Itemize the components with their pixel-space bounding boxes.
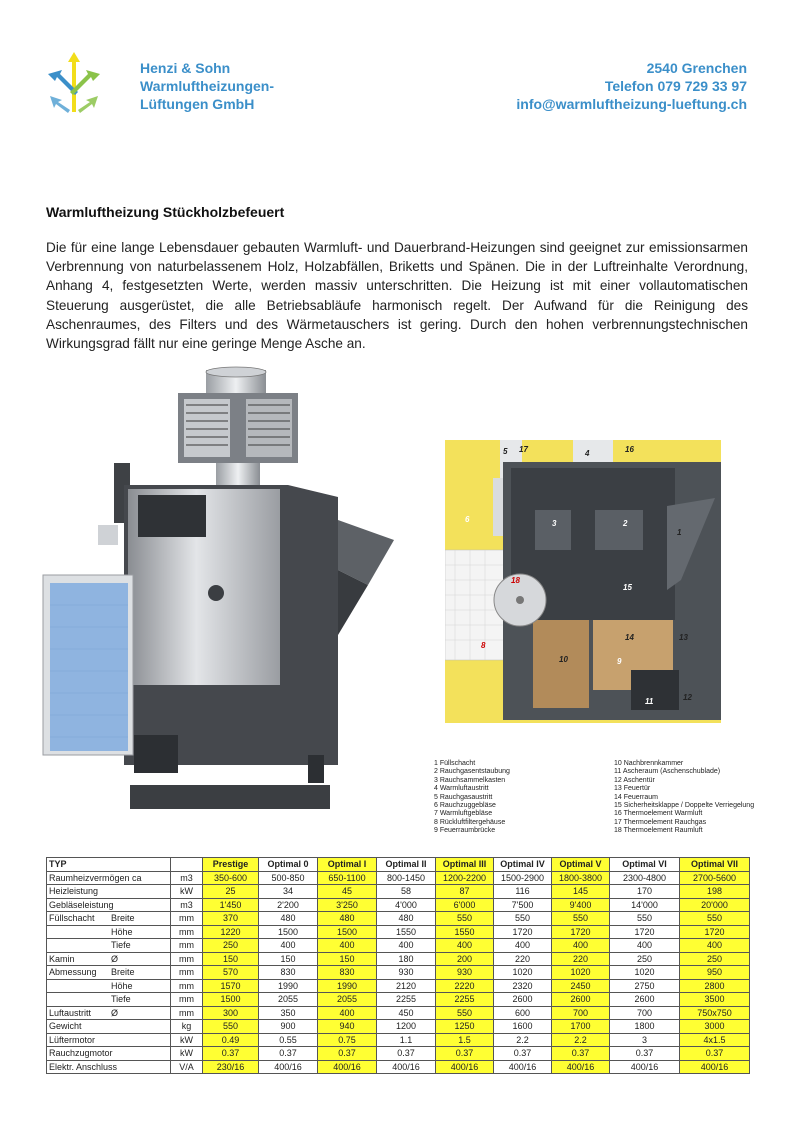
table-cell: 2'200 <box>259 898 318 912</box>
table-cell: 250 <box>610 952 680 966</box>
row-unit: kW <box>171 1047 203 1061</box>
table-cell: 2300-4800 <box>610 871 680 885</box>
table-cell: 87 <box>436 885 494 899</box>
table-header-cell: Optimal IV <box>494 858 552 872</box>
table-header-typ: TYP <box>47 858 171 872</box>
diagram-label-15: 15 <box>623 583 632 592</box>
table-cell: 400 <box>436 939 494 953</box>
table-cell: 450 <box>377 1006 436 1020</box>
row-label: Gewicht <box>47 1020 171 1034</box>
table-cell: 1500 <box>259 925 318 939</box>
diagram-label-10: 10 <box>559 655 568 664</box>
row-label: Raumheizvermögen ca <box>47 871 171 885</box>
table-cell: 1550 <box>436 925 494 939</box>
table-row <box>47 979 750 993</box>
company-name-line2: Warmluftheizungen- <box>140 78 275 94</box>
row-label: Höhe <box>47 925 171 939</box>
table-row <box>47 1033 750 1047</box>
table-row <box>47 1047 750 1061</box>
table-cell: 7'500 <box>494 898 552 912</box>
row-label: Lüftermotor <box>47 1033 171 1047</box>
table-cell: 370 <box>203 912 259 926</box>
table-cell: 550 <box>494 912 552 926</box>
legend-item: 4 Warmluftaustritt <box>434 785 489 793</box>
table-cell: 1700 <box>552 1020 610 1034</box>
table-cell: 2255 <box>377 993 436 1007</box>
contact-city: 2540 Grenchen <box>646 60 747 76</box>
table-cell: 0.37 <box>552 1047 610 1061</box>
table-cell: 1570 <box>203 979 259 993</box>
row-unit: kg <box>171 1020 203 1034</box>
diagram-label-9: 9 <box>617 657 622 666</box>
table-cell: 400/16 <box>436 1060 494 1074</box>
table-cell: 300 <box>203 1006 259 1020</box>
table-header-cell: Optimal VII <box>680 858 750 872</box>
table-cell: 14'000 <box>610 898 680 912</box>
legend-item: 13 Feuertür <box>614 785 651 793</box>
row-label: Tiefe <box>47 993 171 1007</box>
table-cell: 0.37 <box>377 1047 436 1061</box>
diagram-label-11: 11 <box>645 697 654 706</box>
diagram-label-13: 13 <box>679 633 688 642</box>
legend-item: 16 Thermoelement Warmluft <box>614 810 703 818</box>
row-label: Gebläseleistung <box>47 898 171 912</box>
table-cell: 1.1 <box>377 1033 436 1047</box>
table-cell: 145 <box>552 885 610 899</box>
table-cell: 400 <box>259 939 318 953</box>
table-cell: 1600 <box>494 1020 552 1034</box>
table-cell: 0.49 <box>203 1033 259 1047</box>
table-cell: 930 <box>436 966 494 980</box>
table-cell: 930 <box>377 966 436 980</box>
row-unit: m3 <box>171 871 203 885</box>
table-cell: 1020 <box>610 966 680 980</box>
row-unit: mm <box>171 966 203 980</box>
table-row <box>47 871 750 885</box>
contact-phone[interactable]: Telefon 079 729 33 97 <box>604 78 747 94</box>
table-cell: 2055 <box>259 993 318 1007</box>
table-cell: 830 <box>318 966 377 980</box>
table-cell: 150 <box>259 952 318 966</box>
legend-item: 8 Rückluftfiltergehäuse <box>434 818 506 826</box>
table-header-cell: Optimal V <box>552 858 610 872</box>
table-cell: 45 <box>318 885 377 899</box>
table-cell: 0.37 <box>610 1047 680 1061</box>
table-cell: 0.37 <box>494 1047 552 1061</box>
table-cell: 500-850 <box>259 871 318 885</box>
table-cell: 2055 <box>318 993 377 1007</box>
table-cell: 550 <box>552 912 610 926</box>
company-logo-icon <box>48 52 100 114</box>
table-cell: 250 <box>680 952 750 966</box>
table-cell: 0.37 <box>203 1047 259 1061</box>
table-cell: 2220 <box>436 979 494 993</box>
table-cell: 150 <box>318 952 377 966</box>
table-cell: 400/16 <box>680 1060 750 1074</box>
row-label: Heizleistung <box>47 885 171 899</box>
heater-cutaway-diagram <box>445 440 721 723</box>
table-cell: 400/16 <box>494 1060 552 1074</box>
table-row <box>47 1060 750 1074</box>
table-cell: 700 <box>610 1006 680 1020</box>
table-cell: 400 <box>318 939 377 953</box>
table-cell: 550 <box>436 912 494 926</box>
heater-product-image <box>38 365 408 825</box>
row-unit: V/A <box>171 1060 203 1074</box>
table-row <box>47 993 750 1007</box>
table-header-cell: Optimal 0 <box>259 858 318 872</box>
table-cell: 0.55 <box>259 1033 318 1047</box>
spec-table <box>46 857 750 1074</box>
table-cell: 58 <box>377 885 436 899</box>
row-label: Füllschacht Breite <box>47 912 171 926</box>
table-cell: 480 <box>377 912 436 926</box>
row-unit: mm <box>171 1006 203 1020</box>
table-cell: 230/16 <box>203 1060 259 1074</box>
table-cell: 150 <box>203 952 259 966</box>
table-cell: 600 <box>494 1006 552 1020</box>
table-cell: 2255 <box>436 993 494 1007</box>
legend-item: 12 Aschentür <box>614 776 655 784</box>
table-cell: 700 <box>552 1006 610 1020</box>
table-cell: 550 <box>610 912 680 926</box>
table-cell: 400 <box>318 1006 377 1020</box>
table-cell: 25 <box>203 885 259 899</box>
table-cell: 400 <box>680 939 750 953</box>
diagram-label-5: 5 <box>503 447 508 456</box>
table-header-cell: Optimal II <box>377 858 436 872</box>
legend-item: 14 Feuerraum <box>614 793 658 801</box>
table-row <box>47 952 750 966</box>
table-header-cell <box>171 858 203 872</box>
legend-item: 1 Füllschacht <box>434 760 476 767</box>
table-row <box>47 1020 750 1034</box>
table-cell: 400 <box>377 939 436 953</box>
table-cell: 1220 <box>203 925 259 939</box>
table-cell: 1.5 <box>436 1033 494 1047</box>
table-cell: 0.37 <box>259 1047 318 1061</box>
table-cell: 116 <box>494 885 552 899</box>
table-cell: 400/16 <box>259 1060 318 1074</box>
table-row <box>47 912 750 926</box>
company-name-line1: Henzi & Sohn <box>140 60 231 76</box>
table-cell: 830 <box>259 966 318 980</box>
row-label: Rauchzugmotor <box>47 1047 171 1061</box>
row-label: Höhe <box>47 979 171 993</box>
table-cell: 2700-5600 <box>680 871 750 885</box>
table-row <box>47 939 750 953</box>
table-cell: 180 <box>377 952 436 966</box>
table-cell: 200 <box>436 952 494 966</box>
table-cell: 1720 <box>552 925 610 939</box>
legend-item: 18 Thermoelement Raumluft <box>614 827 703 835</box>
legend-item: 10 Nachbrennkammer <box>614 760 684 767</box>
diagram-label-8: 8 <box>481 641 486 650</box>
legend-item: 11 Ascheraum (Aschenschublade) <box>614 768 721 776</box>
legend-item: 7 Warmluftgebläse <box>434 810 493 818</box>
table-row <box>47 925 750 939</box>
table-cell: 4x1.5 <box>680 1033 750 1047</box>
table-cell: 250 <box>203 939 259 953</box>
table-cell: 550 <box>436 1006 494 1020</box>
table-cell: 1990 <box>259 979 318 993</box>
row-unit: m3 <box>171 898 203 912</box>
table-cell: 940 <box>318 1020 377 1034</box>
diagram-legend-left <box>434 760 604 836</box>
table-cell: 9'400 <box>552 898 610 912</box>
table-row <box>47 966 750 980</box>
table-cell: 1500 <box>203 993 259 1007</box>
row-unit: mm <box>171 952 203 966</box>
table-cell: 2600 <box>552 993 610 1007</box>
row-unit: mm <box>171 939 203 953</box>
table-header-cell: Optimal VI <box>610 858 680 872</box>
table-cell: 198 <box>680 885 750 899</box>
table-cell: 20'000 <box>680 898 750 912</box>
row-label: Luftaustritt Ø <box>47 1006 171 1020</box>
table-cell: 220 <box>552 952 610 966</box>
table-cell: 0.37 <box>680 1047 750 1061</box>
diagram-label-6: 6 <box>465 515 470 524</box>
table-cell: 220 <box>494 952 552 966</box>
table-cell: 2120 <box>377 979 436 993</box>
table-cell: 350-600 <box>203 871 259 885</box>
row-label: Tiefe <box>47 939 171 953</box>
table-cell: 0.37 <box>318 1047 377 1061</box>
row-unit: mm <box>171 925 203 939</box>
table-cell: 350 <box>259 1006 318 1020</box>
table-cell: 2750 <box>610 979 680 993</box>
diagram-label-2: 2 <box>623 519 628 528</box>
contact-block <box>516 59 747 113</box>
table-cell: 480 <box>259 912 318 926</box>
table-cell: 1020 <box>494 966 552 980</box>
table-cell: 1200 <box>377 1020 436 1034</box>
table-cell: 3'250 <box>318 898 377 912</box>
table-cell: 2800 <box>680 979 750 993</box>
diagram-label-12: 12 <box>683 693 692 702</box>
table-cell: 4'000 <box>377 898 436 912</box>
table-cell: 1500 <box>318 925 377 939</box>
table-cell: 2320 <box>494 979 552 993</box>
company-name-line3: Lüftungen GmbH <box>140 96 255 112</box>
table-cell: 900 <box>259 1020 318 1034</box>
diagram-label-16: 16 <box>625 445 634 454</box>
legend-item: 2 Rauchgasentstaubung <box>434 768 510 776</box>
row-unit: kW <box>171 885 203 899</box>
table-cell: 1720 <box>610 925 680 939</box>
company-name <box>140 59 274 113</box>
table-cell: 6'000 <box>436 898 494 912</box>
row-unit: kW <box>171 1033 203 1047</box>
table-cell: 1720 <box>494 925 552 939</box>
table-cell: 400 <box>494 939 552 953</box>
legend-item: 6 Rauchzuggebläse <box>434 802 496 810</box>
table-cell: 0.75 <box>318 1033 377 1047</box>
row-label: Kamin Ø <box>47 952 171 966</box>
table-cell: 1720 <box>680 925 750 939</box>
table-cell: 480 <box>318 912 377 926</box>
table-cell: 0.37 <box>436 1047 494 1061</box>
page-title: Warmluftheizung Stückholzbefeuert <box>46 204 285 220</box>
table-row <box>47 885 750 899</box>
table-header-cell: Prestige <box>203 858 259 872</box>
table-cell: 1550 <box>377 925 436 939</box>
table-cell: 1200-2200 <box>436 871 494 885</box>
diagram-label-1: 1 <box>677 528 682 537</box>
table-cell: 2600 <box>610 993 680 1007</box>
table-cell: 3 <box>610 1033 680 1047</box>
table-cell: 400/16 <box>318 1060 377 1074</box>
row-label: Elektr. Anschluss <box>47 1060 171 1074</box>
diagram-label-3: 3 <box>552 519 557 528</box>
table-header-cell: Optimal III <box>436 858 494 872</box>
row-unit: mm <box>171 912 203 926</box>
table-cell: 400 <box>552 939 610 953</box>
table-cell: 400/16 <box>610 1060 680 1074</box>
table-cell: 1250 <box>436 1020 494 1034</box>
row-unit: mm <box>171 979 203 993</box>
table-cell: 170 <box>610 885 680 899</box>
table-row <box>47 1006 750 1020</box>
row-label: Abmessung Breite <box>47 966 171 980</box>
table-cell: 550 <box>203 1020 259 1034</box>
legend-item: 17 Thermoelement Rauchgas <box>614 818 707 826</box>
table-cell: 400/16 <box>377 1060 436 1074</box>
legend-item: 3 Rauchsammelkasten <box>434 776 506 784</box>
table-cell: 400/16 <box>552 1060 610 1074</box>
table-cell: 1500-2900 <box>494 871 552 885</box>
table-cell: 1020 <box>552 966 610 980</box>
table-cell: 400 <box>610 939 680 953</box>
table-cell: 800-1450 <box>377 871 436 885</box>
table-cell: 950 <box>680 966 750 980</box>
diagram-label-18: 18 <box>511 576 520 585</box>
table-cell: 3000 <box>680 1020 750 1034</box>
table-header-cell: Optimal I <box>318 858 377 872</box>
table-cell: 570 <box>203 966 259 980</box>
table-cell: 1990 <box>318 979 377 993</box>
legend-item: 5 Rauchgasaustritt <box>434 793 493 801</box>
row-unit: mm <box>171 993 203 1007</box>
table-cell: 2600 <box>494 993 552 1007</box>
table-cell: 1800 <box>610 1020 680 1034</box>
table-cell: 2.2 <box>552 1033 610 1047</box>
table-cell: 1800-3800 <box>552 871 610 885</box>
contact-email[interactable]: info@warmluftheizung-lueftung.ch <box>516 96 747 112</box>
table-cell: 2450 <box>552 979 610 993</box>
table-cell: 2.2 <box>494 1033 552 1047</box>
table-cell: 1'450 <box>203 898 259 912</box>
table-cell: 3500 <box>680 993 750 1007</box>
legend-item: 9 Feuerraumbrücke <box>434 827 496 835</box>
table-cell: 34 <box>259 885 318 899</box>
table-row <box>47 898 750 912</box>
diagram-label-17: 17 <box>519 445 528 454</box>
table-cell: 750x750 <box>680 1006 750 1020</box>
diagram-legend-right <box>614 760 774 836</box>
diagram-label-4: 4 <box>585 449 590 458</box>
intro-paragraph: Die für eine lange Lebensdauer gebauten Warmluft- und Dauerbrand-Heizungen sind geeignet zur emissionsarmen Verbrennung von naturbelassenem Holz, Holzabfällen, Briketts und Spänen. Die in der Luftreinhalte Verordnung, Anhang 4, festgesetzten Werte, werden massiv unterschritten. Die Heizung ist mit einer vollautomatischen Steuerung ausgerüstet, die alle Betriebsabläufe harmonisch regelt. Der Aufwand für die Reinigung des Aschenraumes, des Filters und des Wärmetauschers ist gering. Durch den hohen verbrennungstechnischen Wirkungsgrad fällt nur eine geringe Menge Asche an. <box>46 240 748 352</box>
diagram-label-14: 14 <box>625 633 634 642</box>
table-cell: 550 <box>680 912 750 926</box>
table-cell: 650-1100 <box>318 871 377 885</box>
legend-item: 15 Sicherheitsklappe / Doppelte Verriegelung <box>614 802 755 810</box>
